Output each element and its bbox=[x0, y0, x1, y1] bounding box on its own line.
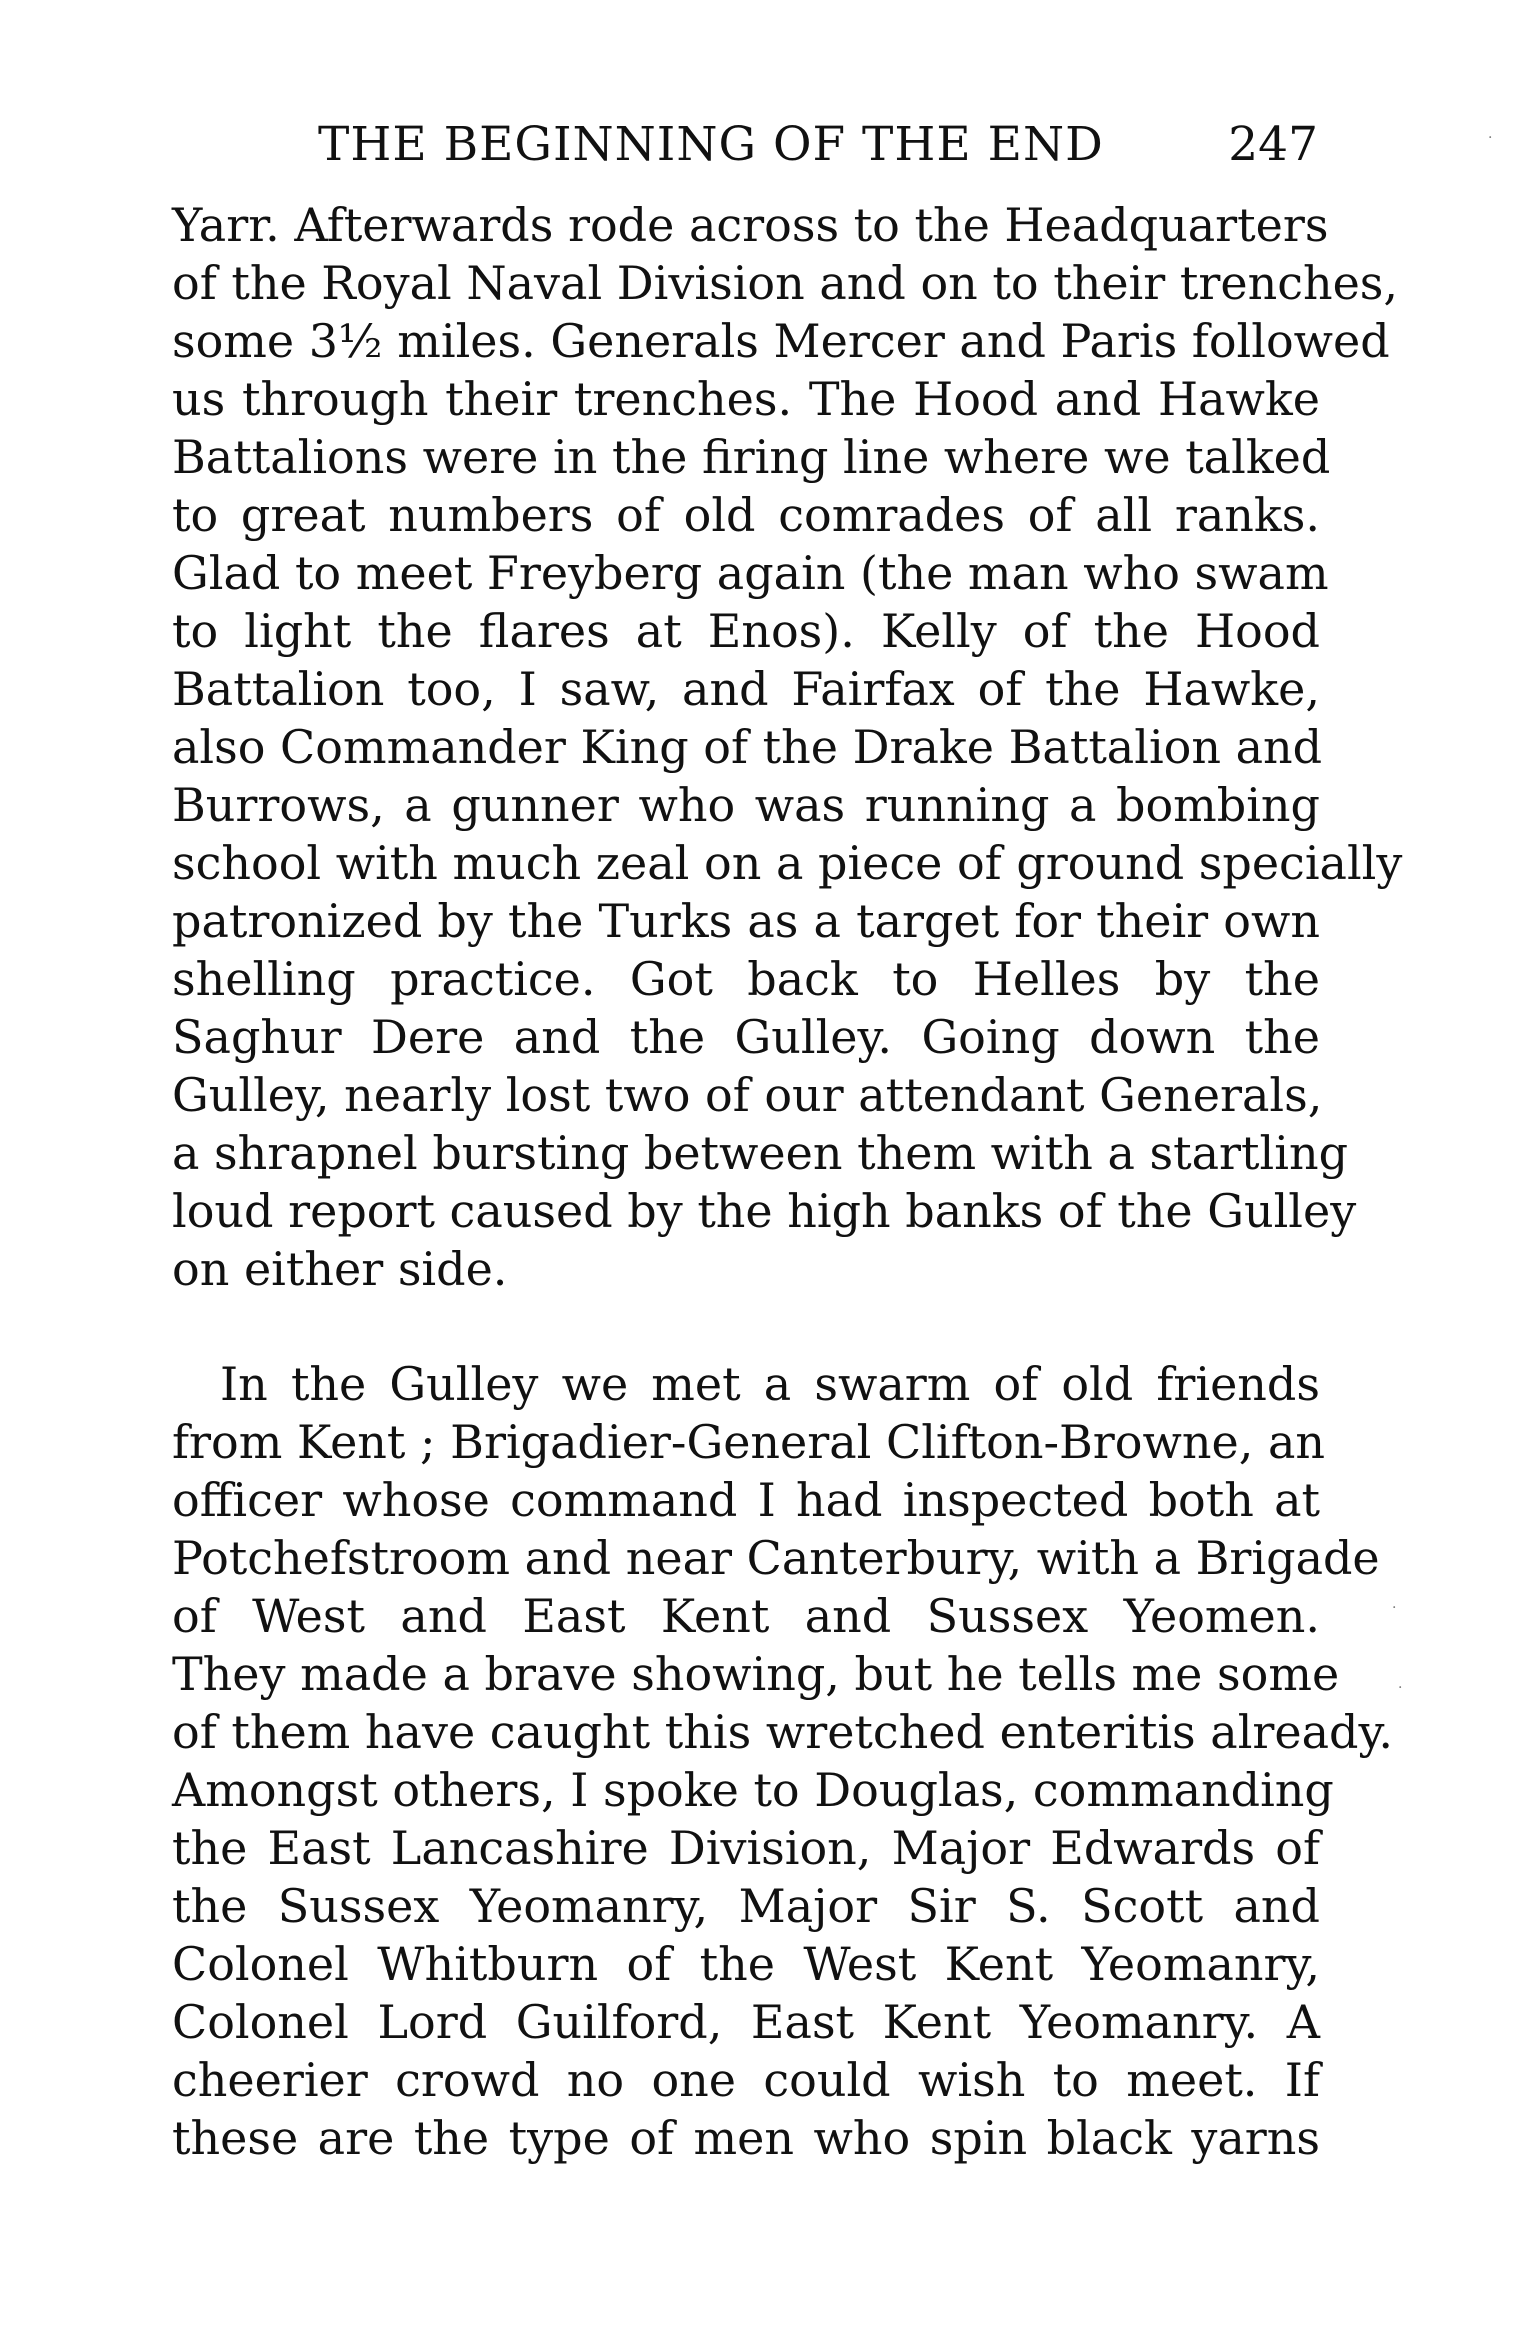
text-line: Saghur Dere and the Gulley. Going down the bbox=[172, 1010, 1320, 1064]
text-line: Yarr. Afterwards rode across to the Headquarters bbox=[172, 198, 1329, 252]
text-line: the East Lancashire Division, Major Edwards of bbox=[172, 1821, 1320, 1875]
text-line: They made a brave showing, but he tells me some bbox=[172, 1647, 1340, 1701]
scan-speck: · bbox=[1488, 130, 1493, 146]
text-line: officer whose command I had inspected both at bbox=[172, 1473, 1320, 1527]
text-line: loud report caused by the high banks of the Gulley bbox=[172, 1184, 1357, 1238]
paragraph-2 bbox=[172, 1355, 1393, 2167]
text-line: Burrows, a gunner who was running a bombing bbox=[172, 778, 1320, 832]
text-line: shelling practice. Got back to Helles by the bbox=[172, 952, 1320, 1006]
paragraph-1 bbox=[172, 196, 1403, 1298]
text-line: Gulley, nearly lost two of our attendant Generals, bbox=[172, 1068, 1323, 1122]
text-line: school with much zeal on a piece of ground specially bbox=[172, 836, 1403, 890]
text-line: Colonel Whitburn of the West Kent Yeomanry, bbox=[172, 1937, 1320, 1991]
text-line: also Commander King of the Drake Battalion and bbox=[172, 720, 1323, 774]
text-line: Potchefstroom and near Canterbury, with a Brigade bbox=[172, 1531, 1380, 1585]
text-line: the Sussex Yeomanry, Major Sir S. Scott and bbox=[172, 1879, 1320, 1933]
text-line: Glad to meet Freyberg again (the man who swam bbox=[172, 546, 1329, 600]
page-number: 247 bbox=[1228, 117, 1318, 172]
text-line: Colonel Lord Guilford, East Kent Yeomanry. A bbox=[172, 1995, 1320, 2049]
text-line: Battalion too, I saw, and Fairfax of the Hawke, bbox=[172, 662, 1320, 716]
text-line: these are the type of men who spin black yarns bbox=[172, 2111, 1320, 2165]
scan-speck: · bbox=[1392, 1600, 1397, 1616]
running-header bbox=[318, 112, 1318, 178]
text-line: us through their trenches. The Hood and Hawke bbox=[172, 372, 1320, 426]
text-line: of them have caught this wretched enteritis already. bbox=[172, 1705, 1393, 1759]
text-line: of the Royal Naval Division and on to their trenches, bbox=[172, 256, 1399, 310]
text-line: from Kent ; Brigadier-General Clifton-Browne, an bbox=[172, 1415, 1326, 1469]
text-line: a shrapnel bursting between them with a startling bbox=[172, 1126, 1349, 1180]
text-line: some 3½ miles. Generals Mercer and Paris followed bbox=[172, 314, 1390, 368]
scan-speck: · bbox=[1398, 1680, 1403, 1696]
text-line: cheerier crowd no one could wish to meet. If bbox=[172, 2053, 1320, 2107]
text-line: to light the flares at Enos). Kelly of the Hood bbox=[172, 604, 1320, 658]
text-line: Battalions were in the firing line where we talked bbox=[172, 430, 1331, 484]
text-line: on either side. bbox=[172, 1242, 508, 1296]
running-title: THE BEGINNING OF THE END bbox=[318, 117, 1104, 172]
text-line: Amongst others, I spoke to Douglas, commanding bbox=[172, 1763, 1334, 1817]
text-line: In the Gulley we met a swarm of old friends bbox=[220, 1357, 1320, 1411]
text-line: of West and East Kent and Sussex Yeomen. bbox=[172, 1589, 1320, 1643]
text-line: patronized by the Turks as a target for their own bbox=[172, 894, 1320, 948]
text-line: to great numbers of old comrades of all ranks. bbox=[172, 488, 1320, 542]
